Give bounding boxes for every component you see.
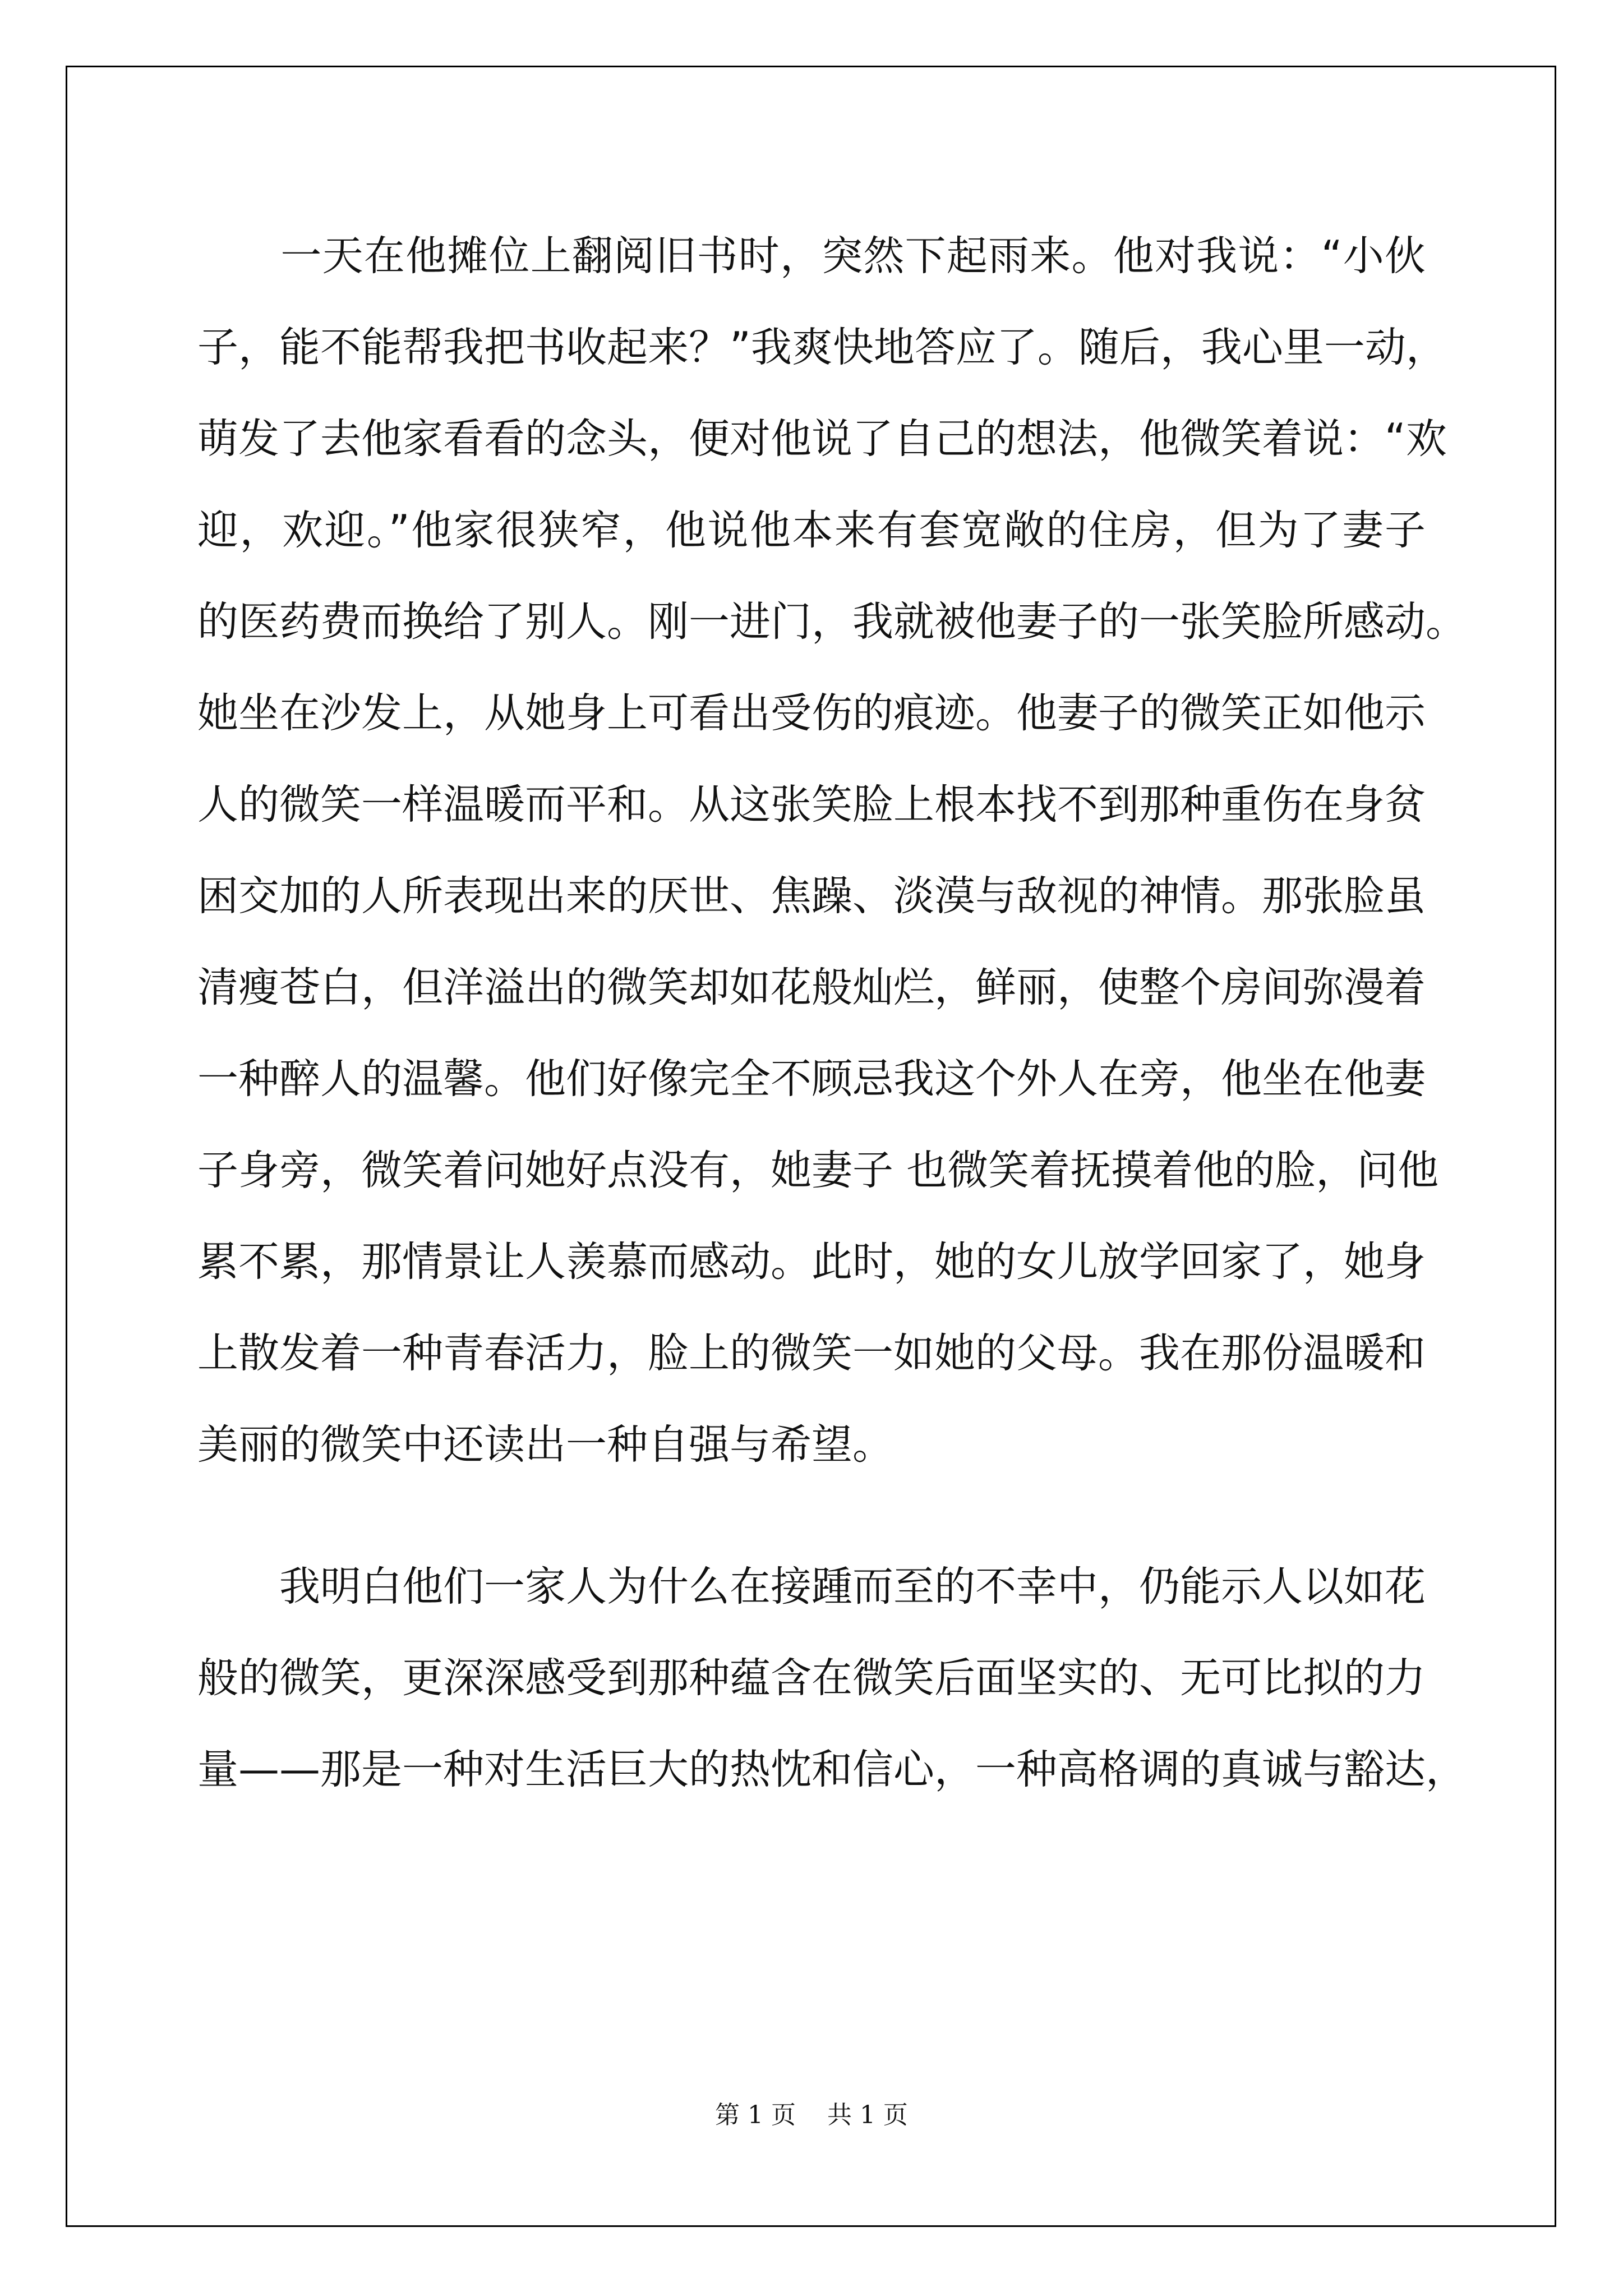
text-line: 量——那是一种对生活巨大的热忱和信心，一种高格调的真诚与豁达，	[197, 1746, 1467, 1793]
paragraph-spacing	[197, 1490, 1426, 1541]
text-line: 人的微笑一样温暖而平和。从这张笑脸上根本找不到那种重伤在身贫	[197, 781, 1426, 829]
paragraph-1	[197, 210, 1467, 1490]
text-line: 子，能不能帮我把书收起来？”我爽快地答应了。随后，我心里一动，	[197, 324, 1447, 371]
text-line: 她坐在沙发上，从她身上可看出受伤的痕迹。他妻子的微笑正如他示	[197, 689, 1426, 737]
text-line: 上散发着一种青春活力，脸上的微笑一如她的父母。我在那份温暖和	[197, 1329, 1426, 1377]
text-line: 累不累，那情景让人羡慕而感动。此时，她的女儿放学回家了，她身	[197, 1238, 1426, 1286]
page-number-footer: 第 1 页 共 1 页	[715, 2101, 908, 2129]
text-line: 子身旁，微笑着问她好点没有，她妻子 也微笑着抚摸着他的脸，问他	[197, 1147, 1439, 1194]
text-line: 迎，欢迎。”他家很狭窄，他说他本来有套宽敞的住房，但为了妻子	[197, 507, 1426, 554]
text-line: 萌发了去他家看看的念头，便对他说了自己的想法，他微笑着说：“欢	[197, 415, 1447, 463]
text-line: 我明白他们一家人为什么在接踵而至的不幸中，仍能示人以如花	[197, 1563, 1426, 1611]
text-line: 美丽的微笑中还读出一种自强与希望。	[197, 1421, 893, 1469]
text-line: 一天在他摊位上翻阅旧书时，突然下起雨来。他对我说：“小伙	[197, 232, 1426, 280]
text-line: 清瘦苍白，但洋溢出的微笑却如花般灿烂，鲜丽，使整个房间弥漫着	[197, 964, 1426, 1011]
paragraph-2	[197, 1541, 1467, 1815]
document-body	[197, 210, 1467, 1815]
text-line: 困交加的人所表现出来的厌世、焦躁、淡漠与敌视的神情。那张脸虽	[197, 872, 1426, 920]
text-line: 的医药费而换给了别人。刚一进门，我就被他妻子的一张笑脸所感动。	[197, 598, 1467, 646]
text-line: 般的微笑，更深深感受到那种蕴含在微笑后面坚实的、无可比拟的力	[197, 1654, 1426, 1702]
text-line: 一种醉人的温馨。他们好像完全不顾忌我这个外人在旁，他坐在他妻	[197, 1055, 1426, 1103]
